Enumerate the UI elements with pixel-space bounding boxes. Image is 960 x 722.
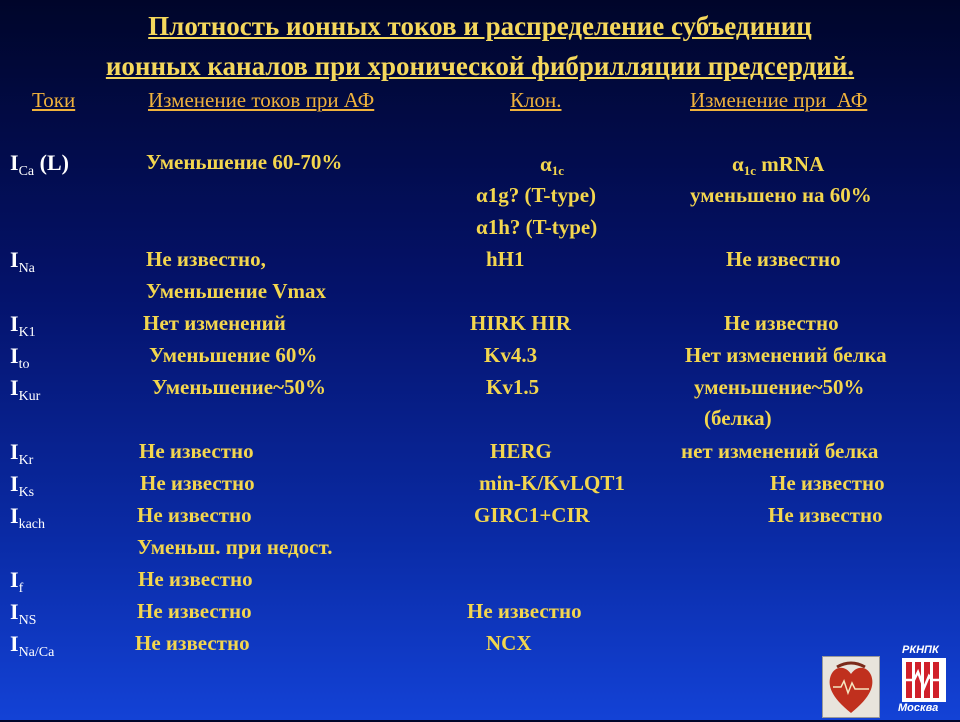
change-ikr: Не известно — [139, 439, 254, 463]
clone-iks: min-K/KvLQT1 — [479, 471, 625, 495]
current-ins-sub: NS — [18, 613, 37, 628]
current-ikach — [10, 503, 45, 533]
current-iks-sub: Ks — [18, 485, 35, 500]
current-iks-i: I — [10, 471, 19, 496]
heart-emblem-icon — [823, 657, 879, 717]
clone-ica — [540, 152, 564, 179]
clone-ina: hH1 — [486, 247, 525, 271]
current-ins-i: I — [10, 599, 19, 624]
current-if-i: I — [10, 567, 19, 592]
current-ikach-i: I — [10, 503, 19, 528]
header-currents: Токи — [32, 88, 76, 112]
current-ica-i: I — [10, 150, 19, 175]
clone-inaca: NCX — [486, 631, 532, 655]
clone-ica-line3: α1h? (T-type) — [476, 215, 598, 239]
header-change-currents: Изменение токов при АФ — [148, 88, 375, 112]
current-ina-i: I — [10, 247, 19, 272]
af-ina: Не известно — [726, 247, 841, 271]
moscow-label: Москва — [898, 702, 939, 714]
slide-title-line1: Плотность ионных токов и распределение субъединиц — [148, 11, 812, 41]
society-logo — [822, 656, 880, 718]
af-ica-line2: уменьшено на 60% — [690, 183, 872, 207]
current-ikr — [10, 439, 33, 469]
change-if: Не известно — [138, 567, 253, 591]
change-ik1: Нет изменений — [143, 311, 286, 335]
current-ina-sub: Na — [18, 261, 35, 276]
af-ikur: уменьшение~50% — [694, 375, 865, 399]
current-ina — [10, 247, 35, 277]
current-ik1 — [10, 311, 36, 341]
af-ikur-line2: (белка) — [704, 406, 772, 430]
clone-ikur: Kv1.5 — [486, 375, 540, 399]
clone-ica-sub: 1c — [551, 163, 565, 178]
current-ikur — [10, 375, 40, 405]
clone-ica-alpha: α — [540, 152, 552, 176]
current-ito-sub: to — [18, 357, 30, 372]
af-ica-sub: 1c — [743, 163, 757, 178]
rknpk-label: РКНПК — [902, 644, 939, 656]
current-ikach-sub: kach — [18, 517, 45, 532]
current-ito — [10, 343, 29, 373]
current-ikr-i: I — [10, 439, 19, 464]
header-clones: Клон. — [510, 88, 562, 112]
change-inaca: Не известно — [135, 631, 250, 655]
title-line2-text: ионных каналов при хронической фибрилляции предсердий — [105, 51, 848, 81]
current-iks — [10, 471, 34, 501]
current-ikur-sub: Kur — [18, 389, 41, 404]
clone-ito: Kv4.3 — [484, 343, 538, 367]
change-ikach-line2: Уменьш. при недост. — [137, 535, 333, 559]
clone-ins: Не известно — [467, 599, 582, 623]
rknpk-emblem-icon — [902, 658, 946, 702]
af-ica-rest: mRNA — [756, 152, 825, 176]
af-ito: Нет изменений белка — [685, 343, 887, 367]
clone-ica-line2: α1g? (T-type) — [476, 183, 597, 207]
current-ik1-i: I — [10, 311, 19, 336]
current-ik1-sub: K1 — [18, 325, 36, 340]
af-ica-alpha: α — [732, 152, 744, 176]
af-iks: Не известно — [770, 471, 885, 495]
slide-title-line2 — [0, 50, 960, 82]
current-if — [10, 567, 23, 597]
current-inaca-i: I — [10, 631, 19, 656]
current-ikr-sub: Kr — [18, 453, 34, 468]
af-ica — [732, 152, 824, 179]
change-ins: Не известно — [137, 599, 252, 623]
af-ikach: Не известно — [768, 503, 883, 527]
current-if-sub: f — [18, 581, 24, 596]
current-ica-suffix: (L) — [34, 150, 69, 175]
current-inaca — [10, 631, 54, 661]
change-ica: Уменьшение 60-70% — [146, 150, 343, 174]
current-ito-i: I — [10, 343, 19, 368]
clone-ikr: HERG — [490, 439, 552, 463]
clone-ikach: GIRC1+CIR — [474, 503, 590, 527]
title-dot: . — [847, 51, 855, 81]
clone-ik1: HIRK HIR — [470, 311, 571, 335]
change-iks: Не известно — [140, 471, 255, 495]
change-ito: Уменьшение 60% — [149, 343, 318, 367]
current-ica-sub: Ca — [18, 164, 35, 179]
af-ik1: Не известно — [724, 311, 839, 335]
current-ikur-i: I — [10, 375, 19, 400]
change-ina: Не известно, — [146, 247, 266, 271]
current-ins — [10, 599, 36, 629]
rknpk-logo — [898, 644, 954, 716]
change-ikur: Уменьшение~50% — [152, 375, 327, 399]
current-inaca-sub: Na/Ca — [18, 645, 55, 660]
header-change-af: Изменение при АФ — [690, 88, 868, 112]
af-ikr: нет изменений белка — [681, 439, 879, 463]
current-ica — [10, 150, 69, 180]
change-ikach: Не известно — [137, 503, 252, 527]
change-ina-line2: Уменьшение Vmax — [146, 279, 326, 303]
